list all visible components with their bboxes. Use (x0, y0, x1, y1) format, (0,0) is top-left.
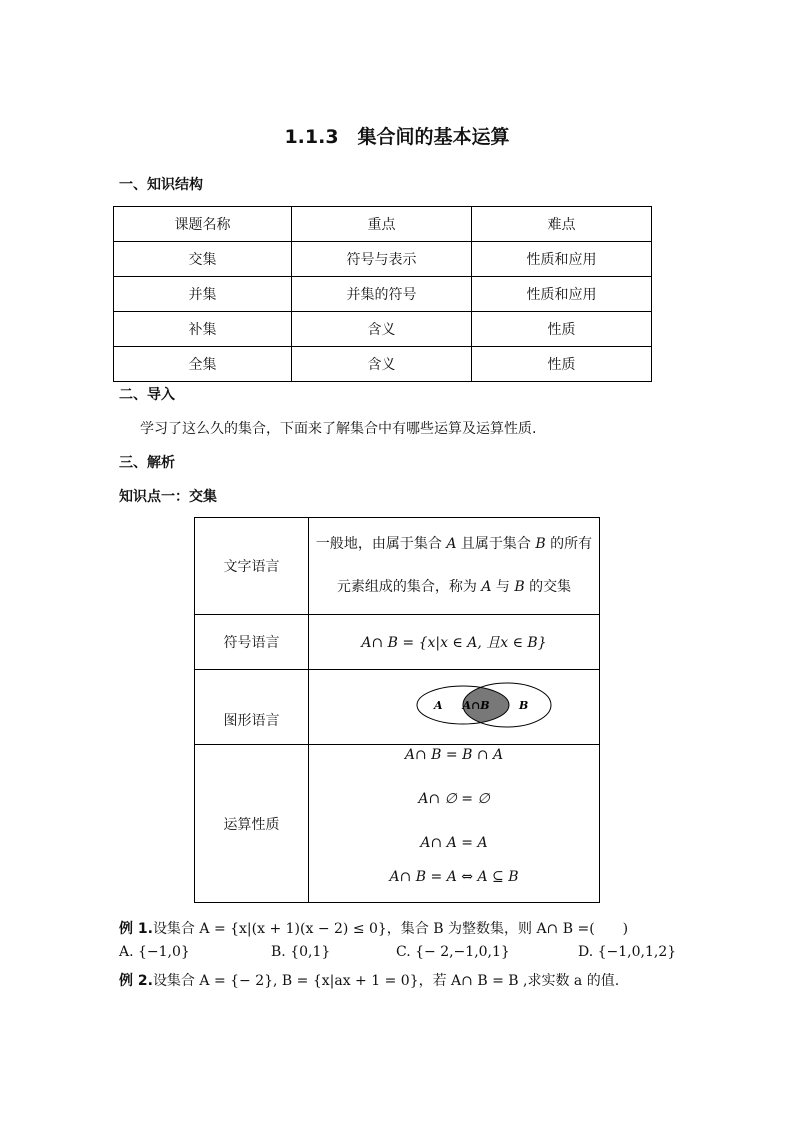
table-header-cell: 课题名称 (114, 207, 292, 242)
option-d: D. {−1,0,1,2} (578, 944, 677, 960)
example-text: 设集合 A = {x|(x + 1)(x − 2) ≤ 0}，集合 B 为整数集，则 A∩ B =( ) (152, 921, 629, 937)
example-label: 例 2. (119, 973, 153, 989)
definition-line: 一般地，由属于集合 A 且属于集合 B 的所有 (315, 536, 593, 552)
section-heading-analysis: 三、解析 (119, 455, 175, 471)
property-line: A∩ A = A (420, 835, 488, 851)
table-header-cell: 重点 (292, 207, 472, 242)
option-b: B. {0,1} (271, 944, 331, 960)
example-1 (119, 918, 628, 938)
venn-label-a: A (434, 699, 443, 712)
option-c: C. {− 2,−1,0,1} (396, 944, 510, 960)
example-text: 设集合 A = {− 2}, B = {x|ax + 1 = 0}，若 A∩ B = B ,求实数 a 的值. (152, 973, 620, 989)
table-header-cell: 难点 (472, 207, 652, 242)
example-label: 例 1. (119, 921, 153, 937)
venn-diagram-cell (309, 670, 600, 745)
section-heading-structure: 一、知识结构 (119, 177, 203, 193)
section-heading-intro: 二、导入 (119, 387, 175, 403)
table-cell: 并集的符号 (292, 277, 472, 312)
table-row (195, 615, 600, 670)
intersection-definition-table (194, 517, 600, 903)
table-row (114, 347, 652, 382)
table-cell: 并集 (114, 277, 292, 312)
knowledge-point-heading: 知识点一：交集 (119, 489, 217, 505)
table-row (195, 670, 600, 745)
table-row (195, 745, 600, 903)
row-label-symbolic: 符号语言 (195, 615, 309, 670)
intro-paragraph: 学习了这么久的集合，下面来了解集合中有哪些运算及运算性质. (140, 421, 537, 437)
table-cell: 含义 (292, 312, 472, 347)
option-a: A. {−1,0} (119, 944, 190, 960)
table-row (114, 277, 652, 312)
table-cell: 性质和应用 (472, 277, 652, 312)
properties-cell (309, 745, 600, 903)
table-row (114, 312, 652, 347)
table-row (195, 518, 600, 615)
example-2 (119, 970, 619, 990)
row-label-graphic: 图形语言 (195, 670, 309, 745)
venn-label-intersection: A∩B (462, 699, 490, 712)
property-line: A∩ B = A ⇔ A ⊆ B (389, 869, 519, 885)
table-header-row (114, 207, 652, 242)
row-label-verbal: 文字语言 (195, 518, 309, 615)
page-title: 1.1.3 集合间的基本运算 (284, 126, 510, 148)
verbal-definition-cell (309, 518, 600, 615)
symbolic-formula: A∩ B = {x|x ∈ A, 且x ∈ B} (309, 615, 600, 670)
property-line: A∩ ∅ = ∅ (418, 791, 490, 807)
table-cell: 性质 (472, 312, 652, 347)
property-line: A∩ B = B ∩ A (404, 747, 504, 763)
table-cell: 性质和应用 (472, 242, 652, 277)
knowledge-structure-table (113, 206, 652, 382)
table-row (114, 242, 652, 277)
row-label-properties: 运算性质 (195, 745, 309, 903)
table-cell: 符号与表示 (292, 242, 472, 277)
table-cell: 含义 (292, 347, 472, 382)
table-cell: 补集 (114, 312, 292, 347)
table-cell: 性质 (472, 347, 652, 382)
venn-label-b: B (519, 699, 529, 712)
definition-line: 元素组成的集合，称为 A 与 B 的交集 (336, 579, 572, 595)
venn-diagram (309, 670, 600, 740)
table-cell: 交集 (114, 242, 292, 277)
table-cell: 全集 (114, 347, 292, 382)
